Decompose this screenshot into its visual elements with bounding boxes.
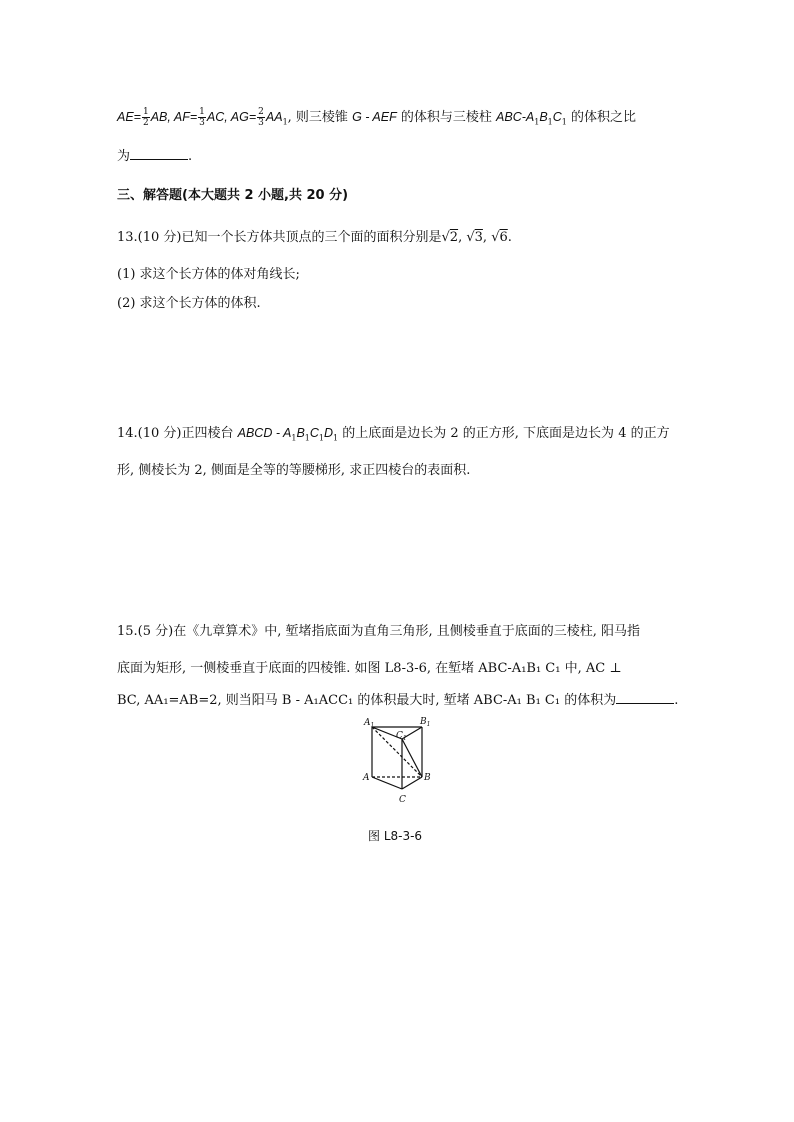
subscript: 1 <box>333 433 339 443</box>
radicand: 2 <box>449 230 459 245</box>
frac-num: 1 <box>199 107 205 117</box>
section-heading: 三、解答题(本大题共 2 小题,共 20 分) <box>117 188 349 203</box>
q12-gaef: G - AEF <box>352 110 397 124</box>
q13-part1: (1) 求这个长方体的体对角线长; <box>117 267 300 282</box>
frac-num: 1 <box>142 107 149 117</box>
q12-ab: AB, <box>150 110 174 124</box>
q12-aa: AA <box>265 110 283 124</box>
label-a: A <box>363 773 370 783</box>
edge-ac <box>372 777 402 789</box>
q14-lead: 14.(10 分)正四棱台 <box>117 426 238 441</box>
q13-part2: (2) 求这个长方体的体积. <box>117 296 261 311</box>
q12-line2-end: . <box>188 149 193 164</box>
q14-line1-rest: 的上底面是边长为 2 的正方形, 下底面是边长为 4 的正方 <box>338 426 670 441</box>
q14-b: B <box>296 426 305 440</box>
q15-line3-text: BC, AA₁=AB=2, 则当阳马 B - A₁ACC₁ 的体积最大时, 堑堵 ABC-A₁ B₁ C₁ 的体积为 <box>117 693 617 708</box>
sep: , <box>482 230 492 245</box>
label-b: B <box>424 773 431 783</box>
sep: , <box>458 230 467 245</box>
sqrt-2: √2 <box>441 230 459 245</box>
edge-c1b <box>402 739 422 777</box>
q12-line2 <box>117 145 192 164</box>
frac-den: 2 <box>142 118 149 128</box>
frac-num: 2 <box>258 107 264 117</box>
label-a1: $A_1$ <box>364 718 375 729</box>
subscript: 1 <box>282 117 288 127</box>
q12-text1: , 则三棱锥 <box>287 110 353 125</box>
sqrt-3: √3 <box>466 230 483 245</box>
q13-stem <box>117 226 512 245</box>
q14-c: C <box>309 426 319 440</box>
subscript: 1 <box>534 117 540 127</box>
radicand: 3 <box>474 230 483 245</box>
q12-prism-b: B <box>539 110 548 124</box>
figure-caption: 图 L8-3-6 <box>368 829 423 843</box>
q12-prism-c: C <box>552 110 562 124</box>
answer-blank[interactable] <box>616 693 674 704</box>
q12-text3: 的体积之比 <box>566 110 637 125</box>
frac-den: 3 <box>199 118 205 128</box>
q12-af: AF= <box>173 110 198 124</box>
frac-den: 3 <box>258 118 264 128</box>
q14-d: D <box>324 426 334 440</box>
label-c1: $C_1$ <box>396 731 407 742</box>
sqrt-6: √6 <box>491 230 508 245</box>
subscript: 1 <box>304 433 310 443</box>
q14-line2: 形, 侧棱长为 2, 侧面是全等的等腰梯形, 求正四棱台的表面积. <box>117 463 471 478</box>
radicand: 6 <box>499 230 508 245</box>
prism-figure <box>360 713 440 808</box>
q12-ae: AE= <box>117 110 141 124</box>
edge-cb <box>402 777 422 789</box>
q15-line2: 底面为矩形, 一侧棱垂直于底面的四棱锥. 如图 L8-3-6, 在堑堵 ABC-A₁B₁ C₁ 中, AC ⊥ <box>117 661 622 676</box>
q13-stem-text: 13.(10 分)已知一个长方体共顶点的三个面的面积分别是 <box>117 230 442 245</box>
q12-text2: 的体积与三棱柱 <box>396 110 497 125</box>
q12-ac: AC, <box>206 110 231 124</box>
label-c: C <box>399 795 406 805</box>
q14-line1 <box>117 422 670 443</box>
label-b1: $B_1$ <box>420 717 431 728</box>
subscript: 1 <box>561 117 567 127</box>
q12-ag: AG= <box>230 110 257 124</box>
q12-frac3 <box>257 107 265 128</box>
subscript: 1 <box>291 433 297 443</box>
q15-line3 <box>117 689 678 708</box>
q12-line1 <box>117 106 636 128</box>
subscript: 1 <box>318 433 324 443</box>
subscript: 1 <box>547 117 553 127</box>
q12-frac2 <box>198 107 206 128</box>
q14-name: ABCD - A <box>237 426 292 440</box>
q12-frac1 <box>142 107 150 128</box>
q13-end: . <box>507 230 512 245</box>
q15-line3-end: . <box>674 693 679 708</box>
q12-line2-start: 为 <box>117 149 131 164</box>
q12-prism: ABC-A <box>496 110 535 124</box>
q15-line1: 15.(5 分)在《九章算术》中, 堑堵指底面为直角三角形, 且侧棱垂直于底面的三棱柱, 阳马指 <box>117 624 641 639</box>
answer-blank[interactable] <box>130 149 188 160</box>
